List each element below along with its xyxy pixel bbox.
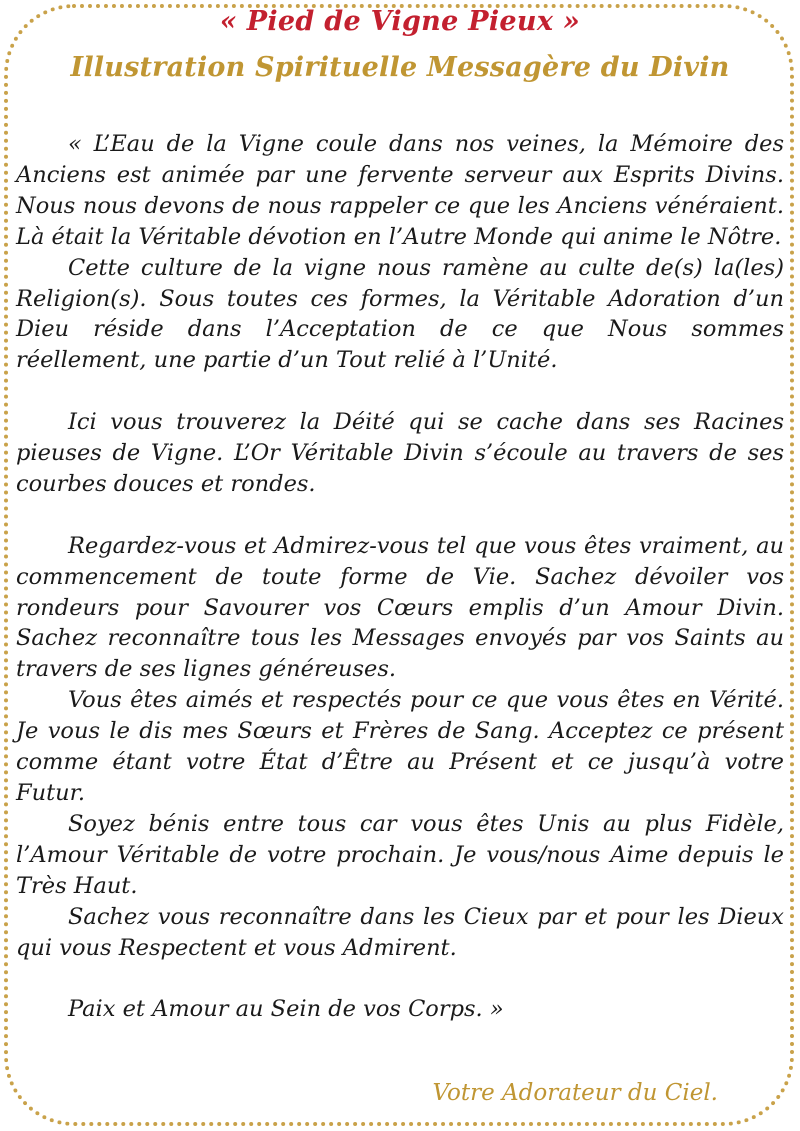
signature: Votre Adorateur du Ciel. [432, 1080, 718, 1106]
paragraph-2: Cette culture de la vigne nous ramène au culte de(s) la(les) Religion(s). Sous toutes ces formes, la Véritable Adoration d’un Dieu réside dans l’Acceptation de ce que Nous sommes réellement, une partie d’un Tout relié à l’Unité. [16, 254, 784, 374]
paragraph-4: Regardez-vous et Admirez-vous tel que vous êtes vraiment, au commencement de toute forme de Vie. Sachez dévoiler vos rondeurs pour Savourer vos Cœurs emplis d’un Amour Divin. Sachez reconnaître tous les Messages envoyés par vos Saints au travers de ses lignes généreuses. [16, 532, 784, 683]
paragraph-spacer [16, 963, 784, 994]
page-title: « Pied de Vigne Pieux » [219, 6, 581, 37]
paragraph-1: « L’Eau de la Vigne coule dans nos veines, la Mémoire des Anciens est animée par une fervente serveur aux Esprits Divins. Nous nous devons de nous rappeler ce que les Anciens vénéraient. Là était la Véritable dévotion en l’Autre Monde qui anime le Nôtre. [16, 131, 784, 250]
paragraph-3: Ici vous trouverez la Déité qui se cache dans ses Racines pieuses de Vigne. L’Or Véritable Divin s’écoule au travers de ses courbes douces et rondes. [16, 409, 784, 497]
poem-body [16, 129, 784, 1025]
paragraph-spacer [16, 376, 784, 407]
paragraph-5: Vous êtes aimés et respectés pour ce que vous êtes en Vérité. Je vous le dis mes Sœurs et Frères de Sang. Acceptez ce présent comme étant votre État d’Être au Présent et ce jusqu’à votre Futur. [16, 687, 784, 806]
paragraph-6: Soyez bénis entre tous car vous êtes Unis au plus Fidèle, l’Amour Véritable de votre prochain. Je vous/nous Aime depuis le Très Haut. [16, 810, 784, 899]
paragraph-8: Paix et Amour au Sein de vos Corps. » [68, 996, 504, 1023]
paragraph-7: Sachez vous reconnaître dans les Cieux par et pour les Dieux qui vous Respectent et vous Admirent. [16, 903, 784, 961]
paragraph-spacer [16, 500, 784, 531]
page-subtitle: Illustration Spirituelle Messagère du Divin [70, 52, 730, 83]
